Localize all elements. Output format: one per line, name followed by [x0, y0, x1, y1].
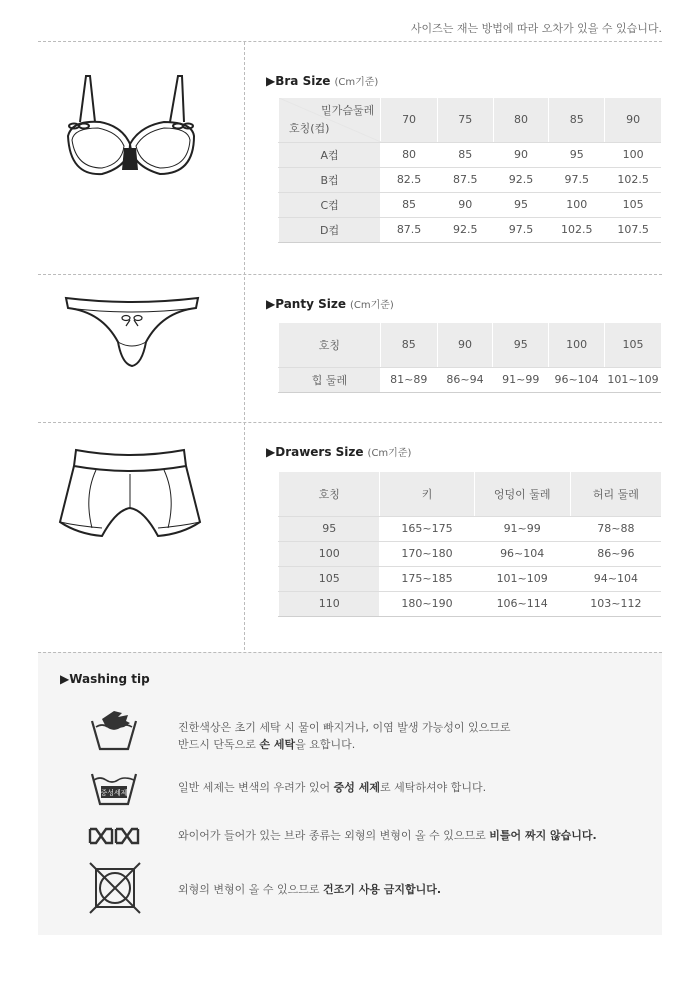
cell: 80 [381, 142, 438, 167]
cell: 90 [493, 142, 549, 167]
row-label: 105 [279, 566, 380, 591]
cell: 165~175 [380, 516, 474, 541]
tip-dryer-text [178, 881, 441, 898]
cell: 78~88 [570, 516, 661, 541]
tip-text-part: 을 요합니다. [295, 738, 356, 751]
row-label: 110 [279, 591, 380, 616]
panty-header-label: 호칭 [279, 323, 381, 367]
tip-line [178, 736, 511, 753]
tip-text-part: 외형의 변형이 올 수 있으므로 [178, 883, 323, 896]
drawers-size-title: ▶Drawers Size (Cm기준) [266, 445, 412, 459]
cell: 87.5 [437, 167, 493, 192]
tip-emphasis: 중성 세제 [333, 781, 380, 794]
panty-col-header: 95 [493, 323, 549, 367]
washing-tip-panel [38, 652, 662, 935]
divider [38, 41, 662, 42]
cell: 92.5 [437, 217, 493, 242]
cup-label: 호칭(컵) [289, 121, 330, 135]
table-row [279, 367, 662, 392]
row-label: 힙 둘레 [279, 367, 381, 392]
cell: 86~96 [570, 541, 661, 566]
cell: 102.5 [549, 217, 605, 242]
cell: 82.5 [381, 167, 438, 192]
cell: 91~99 [493, 367, 549, 392]
table-row [279, 192, 662, 217]
cell: 101~109 [474, 566, 570, 591]
tip-wring-text [178, 827, 597, 844]
bra-col-header: 70 [381, 98, 438, 142]
cell: 105 [605, 192, 661, 217]
cell: 102.5 [605, 167, 661, 192]
row-label: 100 [279, 541, 380, 566]
tip-line: 진한색상은 초기 세탁 시 물이 빠지거나, 이염 발생 가능성이 있으므로 [178, 721, 511, 734]
tip-emphasis: 손 세탁 [259, 738, 296, 751]
cell: 103~112 [570, 591, 661, 616]
row-label: 95 [279, 516, 380, 541]
panty-illustration [62, 292, 202, 372]
divider [38, 422, 662, 423]
bra-col-header: 85 [549, 98, 605, 142]
cell: 100 [605, 142, 661, 167]
neutral-detergent-icon-label: 중성세제 [100, 789, 128, 797]
cell: 81~89 [380, 367, 437, 392]
cell: 90 [437, 192, 493, 217]
drawers-col-header: 허리 둘레 [570, 472, 661, 516]
bra-col-header: 80 [493, 98, 549, 142]
cell: 87.5 [381, 217, 438, 242]
drawers-col-header: 키 [380, 472, 474, 516]
hand-wash-icon [88, 707, 140, 753]
row-label: B컵 [279, 167, 381, 192]
bra-col-header: 75 [437, 98, 493, 142]
bra-corner-header [279, 98, 381, 142]
drawers-size-table [278, 472, 661, 617]
tip-text-part: 와이어가 들어가 있는 브라 종류는 외형의 변형이 올 수 있으므로 [178, 829, 490, 842]
table-row [279, 217, 662, 242]
tip-hand-wash-text [178, 719, 511, 753]
no-tumble-dry-icon [88, 861, 142, 915]
cell: 91~99 [474, 516, 570, 541]
row-label: C컵 [279, 192, 381, 217]
cell: 180~190 [380, 591, 474, 616]
cell: 101~109 [605, 367, 661, 392]
table-row [279, 167, 662, 192]
tip-text-part: 일반 세제는 변색의 우려가 있어 [178, 781, 334, 794]
bra-col-header: 90 [605, 98, 661, 142]
cell: 85 [381, 192, 438, 217]
divider [38, 274, 662, 275]
drawers-col-header: 호칭 [279, 472, 380, 516]
cell: 96~104 [549, 367, 605, 392]
panty-size-title: ▶Panty Size (Cm기준) [266, 297, 394, 311]
table-row [279, 142, 662, 167]
cell: 92.5 [493, 167, 549, 192]
tip-emphasis: 비틀어 짜지 않습니다. [489, 829, 597, 842]
cell: 85 [437, 142, 493, 167]
table-row [279, 591, 662, 616]
do-not-wring-icon [88, 825, 140, 847]
table-row [279, 541, 662, 566]
underbust-label: 밑가슴둘레 [321, 104, 375, 117]
row-label: D컵 [279, 217, 381, 242]
bra-size-title: ▶Bra Size (Cm기준) [266, 74, 379, 88]
tip-detergent-text [178, 779, 486, 796]
cell: 106~114 [474, 591, 570, 616]
table-row [279, 516, 662, 541]
cell: 175~185 [380, 566, 474, 591]
panty-col-header: 85 [380, 323, 437, 367]
cell: 100 [549, 192, 605, 217]
panty-col-header: 100 [549, 323, 605, 367]
cell: 95 [549, 142, 605, 167]
drawers-illustration [56, 444, 204, 544]
panty-col-header: 90 [437, 323, 493, 367]
cell: 170~180 [380, 541, 474, 566]
cell: 97.5 [549, 167, 605, 192]
panty-col-header: 105 [605, 323, 661, 367]
tip-emphasis: 건조기 사용 금지합니다. [323, 883, 442, 896]
cell: 94~104 [570, 566, 661, 591]
washing-tip-title: ▶Washing tip [60, 672, 150, 686]
panty-size-table [278, 323, 661, 393]
bra-illustration [60, 70, 200, 182]
cell: 86~94 [437, 367, 493, 392]
tip-text-part: 반드시 단독으로 [178, 738, 260, 751]
drawers-col-header: 엉덩이 둘레 [474, 472, 570, 516]
cell: 97.5 [493, 217, 549, 242]
measurement-note: 사이즈는 재는 방법에 따라 오차가 있을 수 있습니다. [410, 22, 662, 35]
row-label: A컵 [279, 142, 381, 167]
cell: 107.5 [605, 217, 661, 242]
tip-text-part: 로 세탁하셔야 합니다. [379, 781, 487, 794]
vertical-divider [244, 42, 245, 650]
cell: 96~104 [474, 541, 570, 566]
cell: 95 [493, 192, 549, 217]
bra-size-table [278, 98, 661, 243]
table-row [279, 566, 662, 591]
neutral-detergent-icon [88, 770, 140, 808]
